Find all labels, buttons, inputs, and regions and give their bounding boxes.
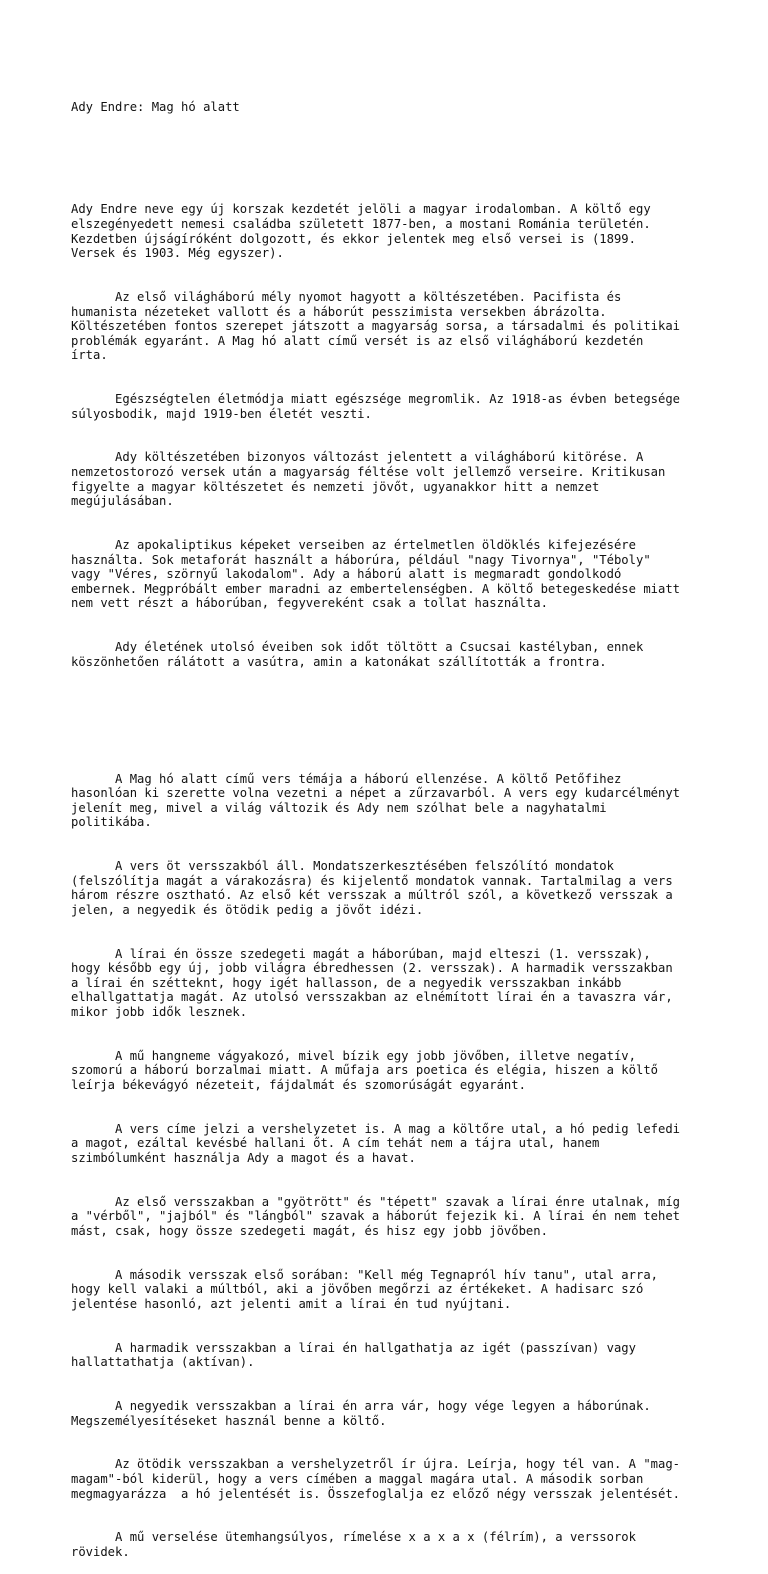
paragraph-poetry-change: Ady költészetében bizonyos változást jelentett a világháború kitörése. A nemzetostorozó versek után a magyarság féltése volt jellemző verseire. Kritikusan figyelte a magyar költészetet és nemzeti jövőt, ugyanakkor hitt a nemzet megújulásában. (71, 450, 666, 509)
paragraph-apocalyptic: Az apokaliptikus képeket verseiben az értelmetlen öldöklés kifejezésére használta. Sok metaforát használt a háborúra, például "nagy Tivornya", "Téboly" vagy "Véres, szörnyű lakodalom". Ady a háború alatt is megmaradt gondolkodó embernek. Megpróbált ember maradni az embertelenségben. A költő betegeskedése miatt nem vett részt a háborúban, fegyvereként csak a tollat használta. (71, 538, 681, 611)
document-page (71, 71, 711, 1574)
paragraph-intro: Ady Endre neve egy új korszak kezdetét jelöli a magyar irodalomban. A költő egy elszegényedett nemesi családba született 1877-ben, a mostani Románia területén. Kezdetben újságíróként dolgozott, és ekkor jelentek meg első versei is (1899. Versek és 1903. Még egyszer). (71, 202, 651, 261)
paragraph-world-war: Az első világháború mély nyomot hagyott a költészetében. Pacifista és humanista nézeteket vallott és a háborút pesszimista versekben ábrázolta. Költészetében fontos szerepet játszott a magyarság sorsa, a társadalmi és politikai problémák egyaránt. A Mag hó alatt című versét is az első világháború kezdetén írta. (71, 289, 681, 363)
paragraph-versification: A mű verselése ütemhangsúlyos, rímelése x a x a x (félrím), a verssorok rövidek. (71, 1530, 636, 1559)
paragraph-lyric-self: A lírai én össze szedegeti magát a háborúban, majd elteszi (1. versszak), hogy később egy új, jobb világra ébredhessen (2. versszak). A harmadik versszakban a lírai én szétteknt, hogy igét hallasson, de a negyedik versszakban inkább elhallgattatja magát. Az utolsó versszakban az elnémított lírai én a tavaszra vár, mikor jobb idők lesznek. (71, 946, 673, 1019)
paragraph-stanza-1: Az első versszakban a "gyötrött" és "tépett" szavak a lírai énre utalnak, míg a "vérből", "jajból" és "lángból" szavak a háborút fejezik ki. A lírai én nem tehet mást, csak, hogy össze szedegeti magát, és hisz egy jobb jövőben. (71, 1194, 681, 1238)
paragraph-stanza-2: A második versszak első sorában: "Kell még Tegnapról hív tanu", utal arra, hogy kell valaki a múltból, aki a jövőben megőrzi az értékeket. A hadisarc szó jelentése hasonló, azt jelenti amit a lírai én tud nyújtani. (71, 1267, 658, 1311)
document-title: Ady Endre: Mag hó alatt (71, 100, 240, 115)
paragraph-stanza-3: A harmadik versszakban a lírai én hallgathatja az igét (passzívan) vagy hallattathatja (aktívan). (71, 1340, 636, 1370)
blank-line (71, 144, 711, 159)
blank-line (71, 713, 711, 728)
paragraph-title-meaning: A vers címe jelzi a vershelyzetet is. A mag a költőre utal, a hó pedig lefedi a magot, ezáltal kevésbé hallani őt. A cím tehát nem a tájra utal, hanem szimbólumként használja Ady a magot és a havat. (71, 1121, 681, 1165)
paragraph-stanza-5: Az ötödik versszakban a vershelyzetről ír újra. Leírja, hogy tél van. A "mag- magam"-ból kiderül, hogy a vers címében a maggal magára utal. A második sorban megmagyarázza a hó jelentését is. Összefoglalja ez előző négy versszak jelentését. (71, 1457, 681, 1501)
paragraph-health: Egészségtelen életmódja miatt egészsége megromlik. Az 1918-as évben betegsége súlyosbodik, majd 1919-ben életét veszti. (71, 392, 681, 421)
paragraph-theme: A Mag hó alatt című vers témája a háború ellenzése. A költő Petőfihez hasonlóan ki szerette volna vezetni a népet a zűrzavarból. A vers egy kudarcélményt jelenít meg, mivel a világ változik és Ady nem szólhat bele a nagyhatalmi politikába. (71, 771, 681, 830)
paragraph-stanza-4: A negyedik versszakban a lírai én arra vár, hogy vége legyen a háborúnak. Megszemélyesítéseket használ benne a költő. (71, 1399, 651, 1428)
paragraph-csucsa: Ady életének utolsó éveiben sok időt töltött a Csucsai kastélyban, ennek köszönhetően rálátott a vasútra, amin a katonákat szállították a frontra. (71, 640, 644, 669)
paragraph-structure: A vers öt versszakból áll. Mondatszerkesztésében felszólító mondatok (felszólítja magát a várakozásra) és kijelentő mondatok vannak. Tartalmilag a vers három részre osztható. Az első két versszak a múltról szól, a következő versszak a jelen, a negyedik és ötödik pedig a jövőt idézi. (71, 859, 673, 917)
paragraph-tone-genre: A mű hangneme vágyakozó, mivel bízik egy jobb jövőben, illetve negatív, szomorú a háború borzalmai miatt. A műfaja ars poetica és elégia, hiszen a költő leírja békevágyó nézeteit, fájdalmát és szomorúságát egyaránt. (71, 1048, 658, 1092)
